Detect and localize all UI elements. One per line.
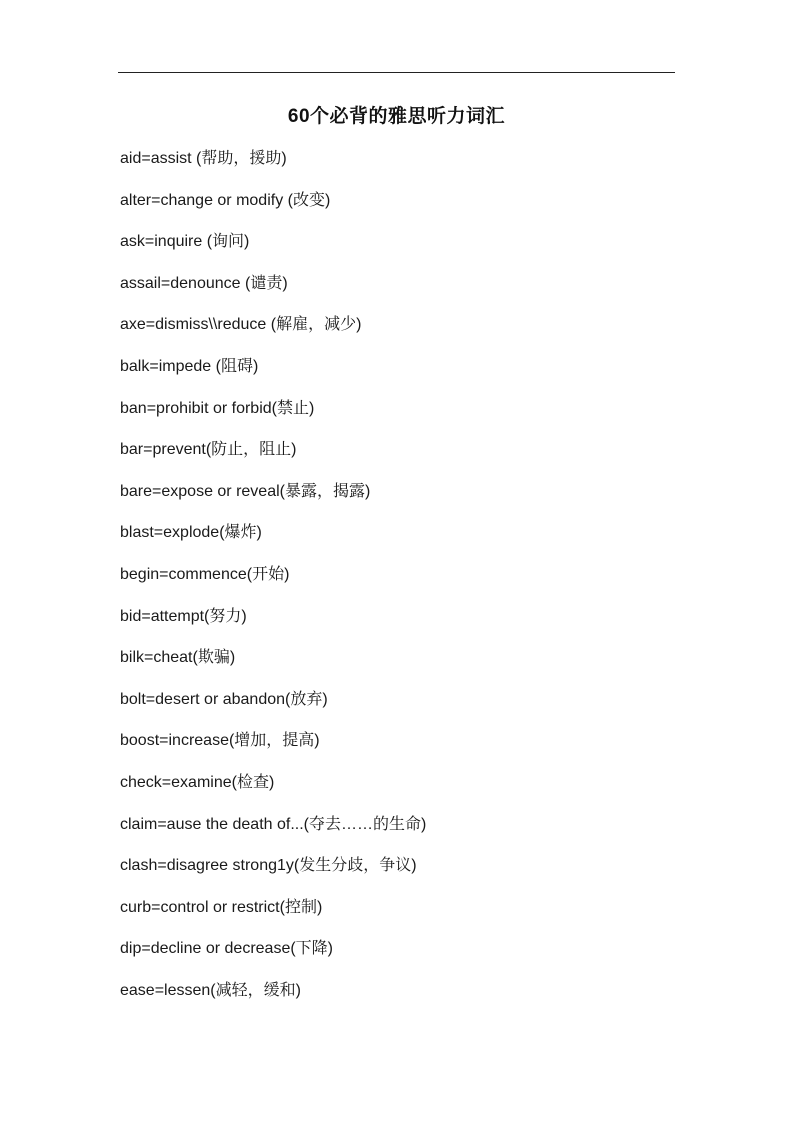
vocabulary-list bbox=[120, 145, 426, 1018]
document-title: 60个必背的雅思听力词汇 bbox=[287, 106, 506, 127]
vocab-entry: balk=impede (阻碍) bbox=[120, 357, 259, 375]
vocab-entry: claim=ause the death of...(夺去……的生命) bbox=[120, 815, 427, 833]
vocab-entry: begin=commence(开始) bbox=[120, 565, 290, 583]
vocab-entry: clash=disagree strong1y(发生分歧，争议) bbox=[120, 857, 417, 875]
vocab-entry: check=examine(检查) bbox=[120, 773, 275, 791]
vocab-entry: ease=lessen(减轻，缓和) bbox=[120, 981, 301, 999]
vocab-entry: bolt=desert or abandon(放弃) bbox=[120, 690, 328, 708]
vocab-entry: bilk=cheat(欺骗) bbox=[120, 649, 236, 667]
vocab-entry: ban=prohibit or forbid(禁止) bbox=[120, 399, 315, 417]
vocab-entry: dip=decline or decrease(下降) bbox=[120, 940, 333, 958]
vocab-entry: curb=control or restrict(控制) bbox=[120, 898, 323, 916]
vocab-entry: aid=assist (帮助，援助) bbox=[120, 150, 287, 167]
vocab-entry: bare=expose or reveal(暴露，揭露) bbox=[120, 482, 371, 500]
header-rule bbox=[118, 72, 675, 73]
vocab-entry: assail=denounce (谴责) bbox=[120, 274, 288, 292]
vocab-entry: axe=dismiss\\reduce (解雇，减少) bbox=[120, 316, 362, 334]
vocab-entry: ask=inquire (询问) bbox=[120, 233, 250, 251]
vocab-entry: blast=explode(爆炸) bbox=[120, 524, 262, 542]
vocab-entry: bid=attempt(努力) bbox=[120, 607, 247, 625]
vocab-entry: alter=change or modify (改变) bbox=[120, 191, 331, 209]
vocab-entry: bar=prevent(防止，阻止) bbox=[120, 441, 297, 459]
vocab-entry: boost=increase(增加，提高) bbox=[120, 732, 320, 750]
